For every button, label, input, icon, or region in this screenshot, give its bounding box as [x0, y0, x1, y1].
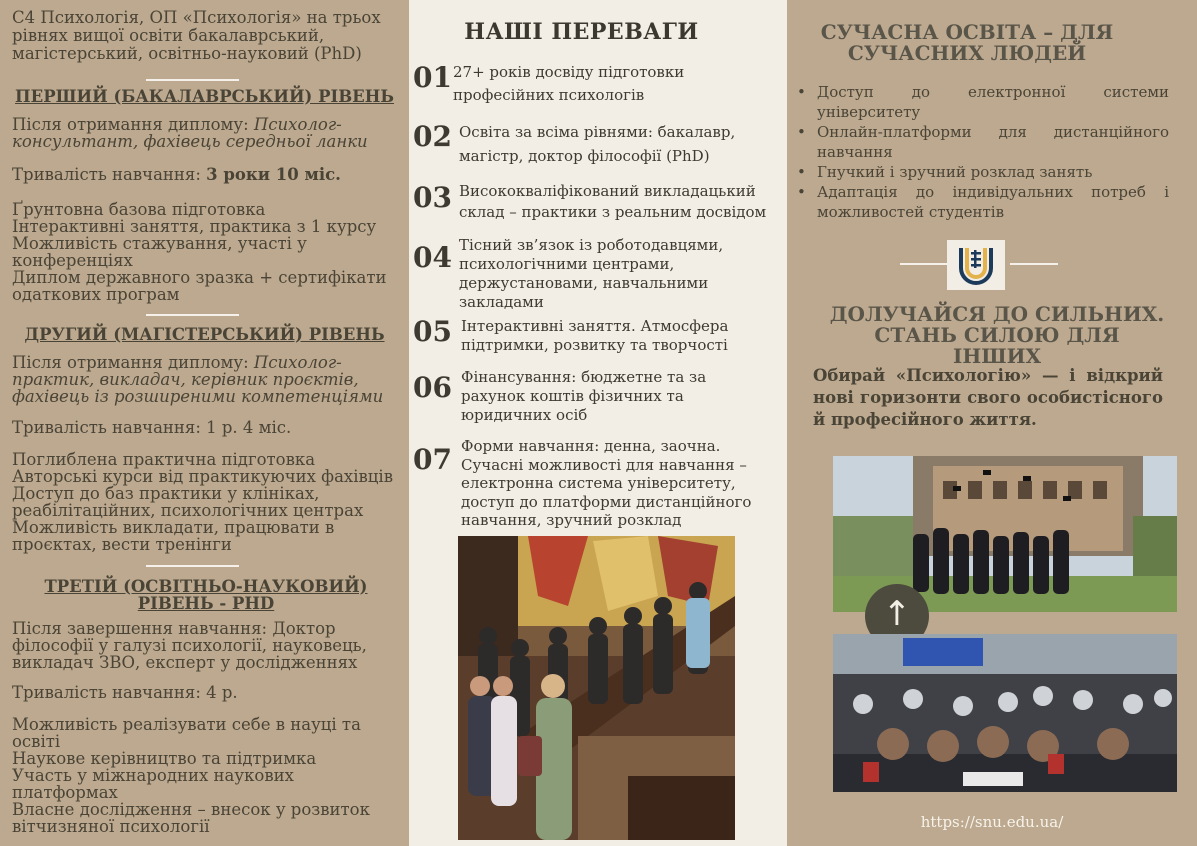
divider	[146, 79, 239, 81]
level-3-diploma: Після завершення навчання: Доктор філософії у галузі психології, науковець, викладач ЗВО, експерт у дослідженнях	[12, 619, 367, 672]
divider	[146, 565, 239, 567]
list-item: Диплом державного зразка + сертифікати одаткових програм	[12, 268, 387, 304]
advantage-number: 01	[413, 61, 452, 94]
level-1-diploma: Після отримання диплому: Психолог-консультант, фахівець середньої ланки	[12, 115, 368, 151]
advantage-item	[413, 317, 783, 357]
level-3-duration: Тривалість навчання: 4 р.	[12, 683, 238, 702]
list-item: Авторські курси від практикуючих фахівців	[12, 467, 393, 486]
list-item: Ґрунтовна базова підготовка	[12, 200, 266, 219]
level-3-title: ТРЕТІЙ (ОСВІТНЬО-НАУКОВИЙ) РІВЕНЬ - PHD	[44, 577, 368, 613]
list-item: Інтерактивні заняття, практика з 1 курсу	[12, 217, 377, 236]
advantage-number: 07	[413, 443, 452, 476]
website-link[interactable]: https://snu.edu.ua/	[920, 813, 1064, 831]
level-1-features	[12, 201, 402, 303]
university-logo-icon	[947, 240, 1005, 290]
advantage-number: 04	[413, 241, 452, 274]
advantage-item	[413, 368, 783, 426]
call-to-action: Обирай «Психологію» — і відкрий нові горизонти свого особистісного й професійного життя.	[813, 366, 1163, 429]
list-item: • Гнучкий і зручний розклад занять	[817, 162, 1169, 182]
level-1-duration: Тривалість навчання: 3 роки 10 міс.	[12, 165, 341, 184]
list-item: Поглиблена практична підготовка	[12, 450, 316, 469]
level-2-title: ДРУГИЙ (МАГІСТЕРСЬКИЙ) РІВЕНЬ	[24, 325, 385, 344]
advantage-item	[413, 181, 783, 231]
list-item: Можливість стажування, участі у конференціях	[12, 234, 307, 270]
list-item: Власне дослідження – внесок у розвиток вітчизняної психології	[12, 800, 370, 836]
level-2-diploma: Після отримання диплому: Психолог-практик, викладач, керівник проєктів, фахівець із розширеними компетенціями	[12, 353, 384, 406]
level-3-features	[12, 716, 387, 835]
list-item: • Онлайн-платформи для дистанційного навчання	[817, 122, 1169, 162]
center-panel	[409, 0, 787, 846]
divider	[146, 314, 239, 316]
list-item: Можливість викладати, працювати в проєктах, вести тренінги	[12, 518, 335, 554]
advantage-text: Висококваліфікований викладацький склад – практики з реальним досвідом	[459, 182, 767, 221]
level-2-duration: Тривалість навчання: 1 р. 4 міс.	[12, 418, 292, 437]
program-intro: C4 Психологія, ОП «Психологія» на трьох рівнях вищої освіти бакалаврський, магістерський, освітньо-науковий (PhD)	[12, 8, 381, 63]
advantage-number: 03	[413, 181, 452, 214]
modern-features-list	[817, 82, 1169, 222]
advantage-text: Форми навчання: денна, заочна. Сучасні можливості для навчання – електронна система університету, доступ до платформи дистанційного навчання, зручний розклад	[461, 437, 752, 529]
advantage-text: Інтерактивні заняття. Атмосфера підтримки, розвитку та творчості	[461, 317, 729, 354]
advantage-item	[413, 120, 783, 170]
advantage-text: Освіта за всіма рівнями: бакалавр, магістр, доктор філософії (PhD)	[459, 123, 736, 165]
left-panel	[0, 0, 409, 846]
list-item: Можливість реалізувати себе в науці та освіті	[12, 715, 361, 751]
level-1-title: ПЕРШИЙ (БАКАЛАВРСЬКИЙ) РІВЕНЬ	[15, 87, 394, 106]
advantage-item	[413, 61, 783, 111]
divider	[900, 263, 947, 265]
modern-education-title: СУЧАСНА ОСВІТА – ДЛЯ СУЧАСНИХ ЛЮДЕЙ	[820, 20, 1114, 65]
list-item: Участь у міжнародних наукових платформах	[12, 766, 294, 802]
advantage-text: Тісний зв’язок із роботодавцями, психологічними центрами, держустановами, навчальними закладами	[459, 236, 724, 311]
level-2-features	[12, 451, 407, 553]
up-arrow-icon: ↑	[882, 594, 912, 634]
slogan: ДОЛУЧАЙСЯ ДО СИЛЬНИХ. СТАНЬ СИЛОЮ ДЛЯ ІНШИХ	[829, 302, 1165, 368]
list-item: Доступ до баз практики у клініках, реабілітаційних, психологічних центрах	[12, 484, 364, 520]
list-item: • Адаптація до індивідуальних потреб і можливостей студентів	[817, 182, 1169, 222]
advantage-item	[413, 236, 783, 311]
advantage-number: 05	[413, 315, 452, 348]
divider	[1010, 263, 1058, 265]
students-stairs-photo	[458, 536, 735, 840]
advantage-text: 27+ років досвіду підготовки професійних психологів	[453, 63, 685, 104]
advantage-item	[413, 437, 783, 532]
right-panel	[787, 0, 1197, 846]
advantages-title: НАШІ ПЕРЕВАГИ	[464, 19, 699, 45]
list-item: • Доступ до електронної системи університету	[817, 82, 1169, 122]
advantage-text: Фінансування: бюджетне та за рахунок коштів фізичних та юридичних осіб	[461, 368, 707, 424]
advantage-number: 02	[413, 120, 452, 153]
list-item: Наукове керівництво та підтримка	[12, 749, 317, 768]
classroom-photo	[833, 634, 1177, 792]
advantage-number: 06	[413, 371, 452, 404]
